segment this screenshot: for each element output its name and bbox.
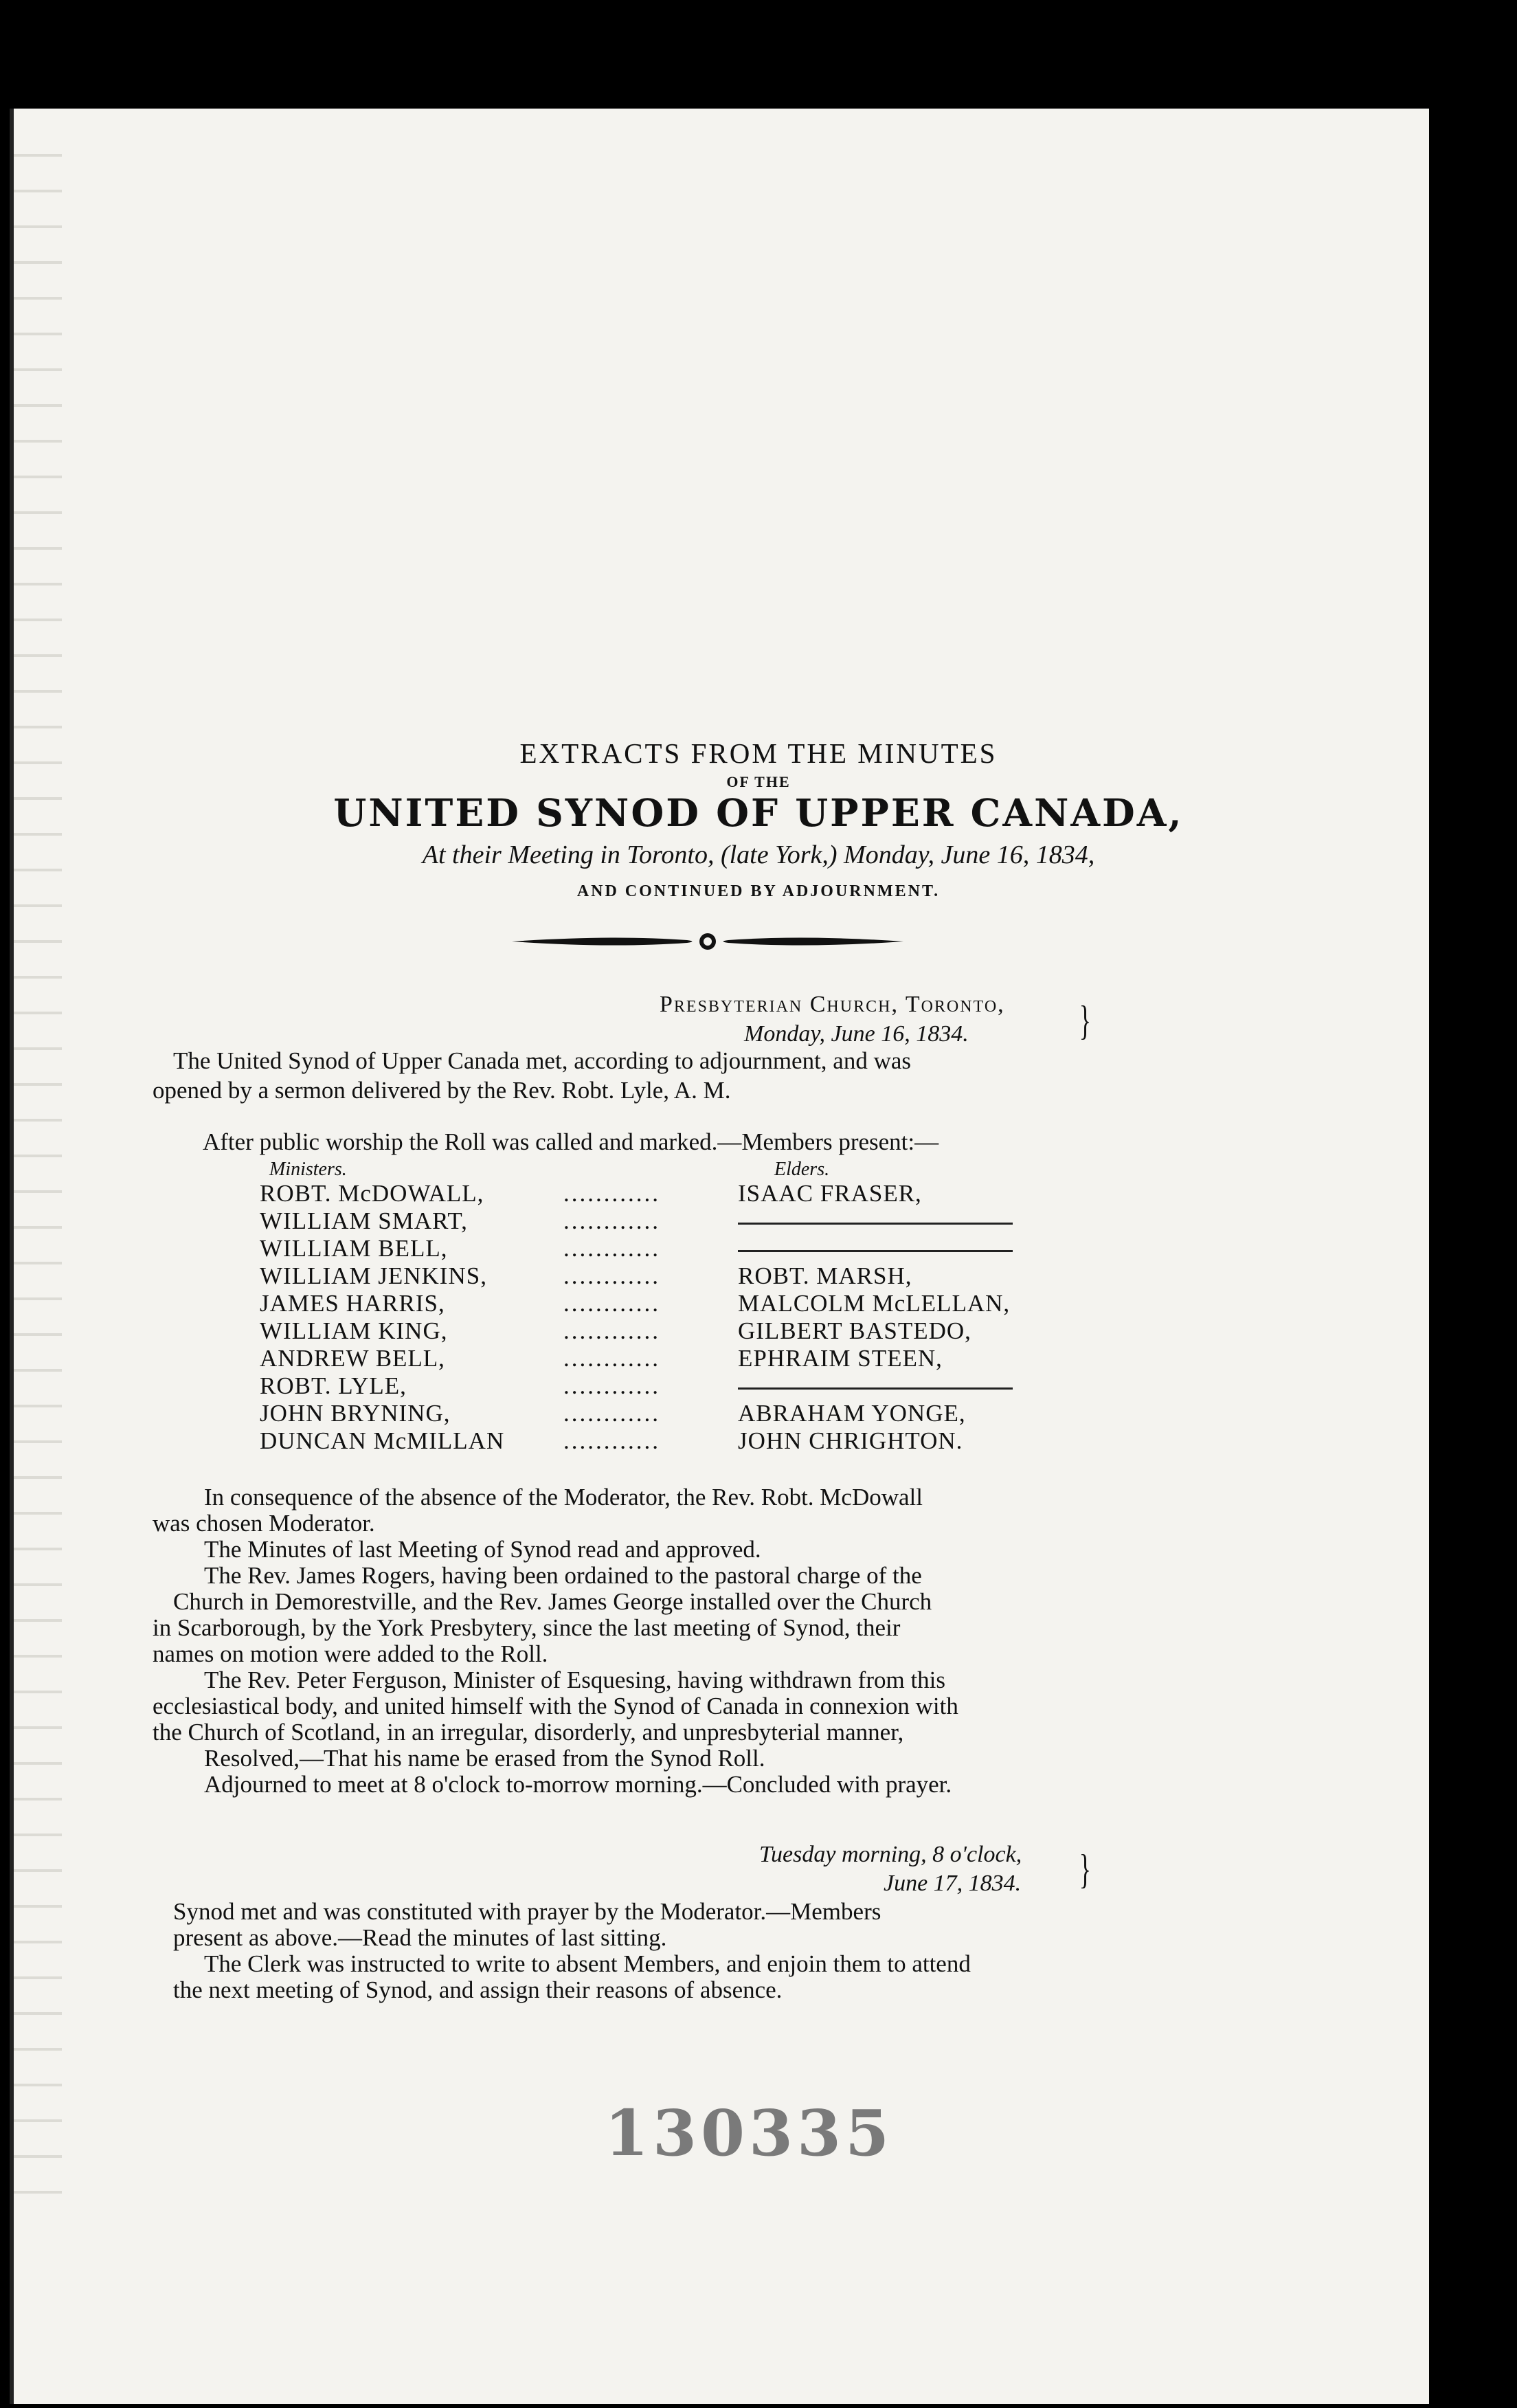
minutes-line: the next meeting of Synod, and assign their reasons of absence. <box>173 1976 783 2003</box>
dateline2-date: June 17, 1834. <box>884 1871 1022 1896</box>
minister-name: DUNCAN McMILLAN <box>260 1427 505 1454</box>
leader-dots: ............ <box>563 1262 660 1289</box>
minutes-line: Adjourned to meet at 8 o'clock to-morrow morning.—Concluded with prayer. <box>204 1771 952 1798</box>
elder-blank-rule <box>738 1223 1013 1225</box>
dateline-date: Monday, June 16, 1834. <box>744 1021 969 1047</box>
leader-dots: ............ <box>563 1317 660 1344</box>
minutes-line: Synod met and was constituted with prayer by the Moderator.—Members <box>173 1898 881 1925</box>
minister-name: ROBT. LYLE, <box>260 1372 407 1399</box>
minutes-line: in Scarborough, by the York Presbytery, since the last meeting of Synod, their <box>153 1614 901 1641</box>
heading-meeting-info: At their Meeting in Toronto, (late York,) Monday, June 16, 1834, <box>422 840 1095 869</box>
elder-name: ISAAC FRASER, <box>738 1180 922 1207</box>
elders-header: Elders. <box>774 1159 830 1180</box>
roll-call-intro: After public worship the Roll was called and marked.—Members present:— <box>203 1128 939 1155</box>
leader-dots: ............ <box>563 1345 660 1372</box>
elder-name: JOHN CHRIGHTON. <box>738 1427 963 1454</box>
minister-name: JOHN BRYNING, <box>260 1400 451 1427</box>
minutes-line: the Church of Scotland, in an irregular, disorderly, and unpresbyterial manner, <box>153 1719 904 1746</box>
elder-name: MALCOLM McLELLAN, <box>738 1290 1011 1317</box>
minister-name: ROBT. McDOWALL, <box>260 1180 484 1207</box>
minister-name: WILLIAM JENKINS, <box>260 1262 487 1289</box>
minister-name: WILLIAM SMART, <box>260 1207 468 1234</box>
heading-extracts: EXTRACTS FROM THE MINUTES <box>519 737 998 769</box>
brace-symbol: } <box>1079 998 1092 1043</box>
minutes-line: The Minutes of last Meeting of Synod read and approved. <box>204 1536 761 1563</box>
leader-dots: ............ <box>563 1400 660 1427</box>
accession-stamp: 130335 <box>605 2096 894 2170</box>
leader-dots: ............ <box>563 1235 660 1262</box>
dateline2-time: Tuesday morning, 8 o'clock, <box>759 1842 1022 1867</box>
heading-continued: AND CONTINUED BY ADJOURNMENT. <box>576 882 941 900</box>
elder-blank-rule <box>738 1250 1013 1252</box>
leader-dots: ............ <box>563 1207 660 1234</box>
elder-name: ABRAHAM YONGE, <box>738 1400 966 1427</box>
minutes-line: Resolved,—That his name be erased from the Synod Roll. <box>204 1745 765 1772</box>
elder-name: EPHRAIM STEEN, <box>738 1345 943 1372</box>
heading-of-the: OF THE <box>726 773 791 790</box>
para1-line2: opened by a sermon delivered by the Rev. Robt. Lyle, A. M. <box>153 1077 731 1104</box>
elder-name: ROBT. MARSH, <box>738 1262 912 1289</box>
para1-line1: The United Synod of Upper Canada met, according to adjournment, and was <box>173 1047 912 1074</box>
elder-name: GILBERT BASTEDO, <box>738 1317 971 1344</box>
brace-symbol-2: } <box>1079 1847 1092 1892</box>
ornament-divider <box>508 928 907 955</box>
minutes-line: The Clerk was instructed to write to absent Members, and enjoin them to attend <box>204 1950 971 1977</box>
minutes-line: The Rev. James Rogers, having been ordained to the pastoral charge of the <box>204 1562 922 1589</box>
minutes-line: ecclesiastical body, and united himself with the Synod of Canada in connexion with <box>153 1693 958 1719</box>
minister-name: WILLIAM KING, <box>260 1317 448 1344</box>
minister-name: ANDREW BELL, <box>260 1345 445 1372</box>
minutes-line: was chosen Moderator. <box>153 1510 375 1537</box>
document-page <box>10 109 1429 2404</box>
heading-synod-name: UNITED SYNOD OF UPPER CANADA, <box>333 790 1184 835</box>
leader-dots: ............ <box>563 1427 660 1454</box>
minutes-line: In consequence of the absence of the Moderator, the Rev. Robt. McDowall <box>204 1484 923 1510</box>
leader-dots: ............ <box>563 1290 660 1317</box>
minutes-line: Church in Demorestville, and the Rev. James George installed over the Church <box>173 1588 932 1615</box>
minister-name: JAMES HARRIS, <box>260 1290 445 1317</box>
minutes-line: present as above.—Read the minutes of last sitting. <box>173 1924 667 1951</box>
elder-blank-rule <box>738 1387 1013 1390</box>
leader-dots: ............ <box>563 1180 660 1207</box>
dateline-place: Presbyterian Church, Toronto, <box>660 992 1005 1017</box>
leader-dots: ............ <box>563 1372 660 1399</box>
page-binding-edge <box>14 136 62 2198</box>
minister-name: WILLIAM BELL, <box>260 1235 448 1262</box>
ministers-header: Ministers. <box>269 1159 347 1180</box>
minutes-line: The Rev. Peter Ferguson, Minister of Esquesing, having withdrawn from this <box>204 1666 946 1693</box>
minutes-line: names on motion were added to the Roll. <box>153 1640 548 1667</box>
